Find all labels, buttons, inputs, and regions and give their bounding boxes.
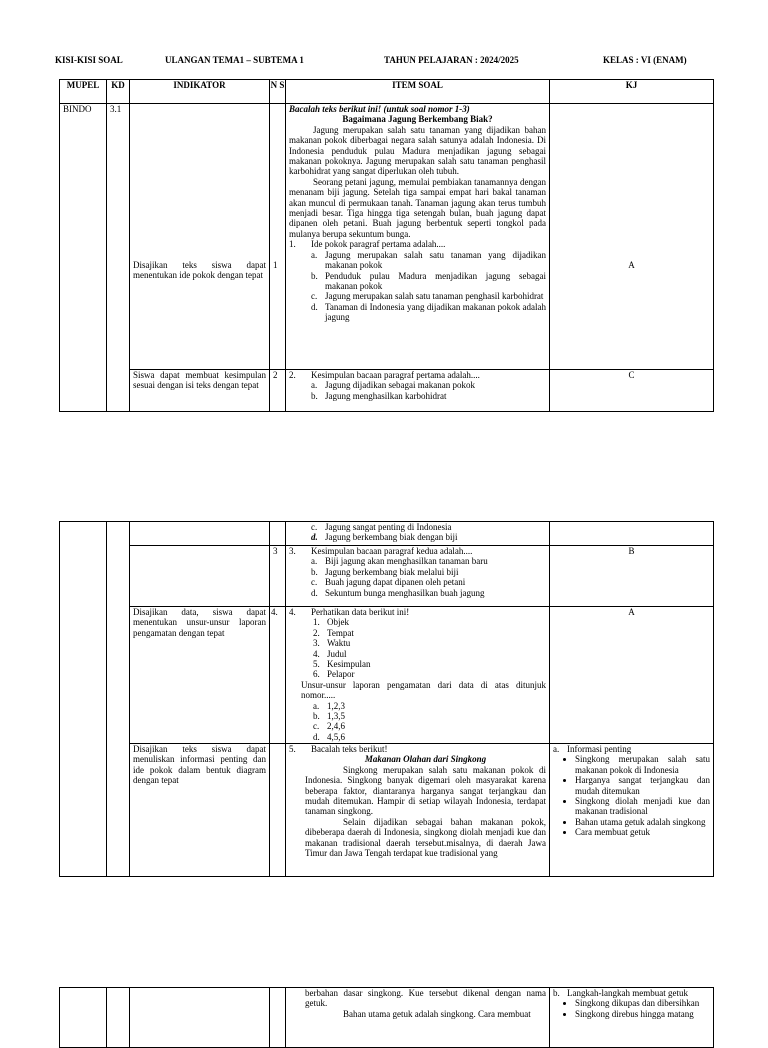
doc-title: KISI-KISI SOAL (55, 55, 123, 65)
table-row-q5-cont (60, 988, 714, 1048)
q5-kj-b: b. Langkah-langkah membuat getuk (553, 988, 688, 998)
q5-indikator: Disajikan teks siswa dapat menuliskan informasi penting dan ide pokok dalam bentuk diagram dengan tepat (130, 744, 270, 877)
q4-stem: Unsur-unsur laporan pengamatan dari data di atas ditunjuk nomor..... (301, 679, 546, 701)
q3-option-c: c. Buah jagung dapat dipanen oleh petani (311, 577, 466, 588)
q3-option-b: b. Jagung berkembang biak melalui biji (311, 566, 459, 577)
q4-kj: A (550, 607, 714, 744)
q4-indikator: Disajikan data, siswa dapat menentukan unsur-unsur laporan pengamatan dengan tepat (130, 607, 270, 744)
q4-option-a: a. 1,2,3 (313, 700, 345, 711)
col-item-soal: ITEM SOAL (286, 80, 550, 104)
list-item: • Singkong merupakan salah satu makanan pokok di Indonesia (575, 754, 710, 775)
q2-kj: C (550, 370, 714, 412)
passage1-p1: Jagung merupakan salah satu tanaman yang dijadikan bahan makanan pokok diberbagai negara salah satunya adalah Indonesia. Di Indonesia penduduk pulau Madura menjadikan jagung sebagai makanan pokoknya. Jagung merupakan salah satu tanaman penghasil karbohidrat yang sangat diperlukan oleh tubuh. (289, 124, 546, 177)
q2-item-cont (286, 522, 550, 546)
q4-option-b: b. 1,3,5 (313, 711, 345, 722)
q5-kj-a-list (553, 754, 710, 837)
q5-item-cell (286, 744, 550, 877)
table-row-q2 (60, 370, 714, 412)
q5-kj-cell (550, 744, 714, 877)
q4-question: 4. Perhatikan data berikut ini! (289, 607, 410, 617)
q2-option-a: a. Jagung dijadikan sebagai makanan pokok (311, 380, 475, 391)
grid-table-page-2 (59, 521, 714, 877)
list-item: • Bahan utama getuk adalah singkong (575, 817, 710, 827)
q2-item-cell (286, 370, 550, 412)
q5-item-cont (286, 988, 550, 1048)
q4-data-1: 1. Objek (313, 617, 349, 628)
q5-question: 5. Bacalah teks berikut! (289, 744, 388, 754)
q2-option-c: c. Jagung sangat penting di Indonesia (311, 522, 452, 532)
q4-option-d: d. 4,5,6 (313, 731, 345, 742)
q2-option-b: b. Jagung menghasilkan karbohidrat (311, 390, 447, 401)
table-row-q1 (60, 104, 714, 370)
table-row-q2-cont (60, 522, 714, 546)
q1-indikator: Disajikan teks siswa dapat menentukan ide pokok dengan tepat (130, 104, 270, 370)
q5-p3-start: Bahan utama getuk adalah singkong. Cara membuat (343, 1008, 531, 1019)
q5-kj-cont (550, 988, 714, 1048)
q5-title: Makanan Olahan dari Singkong (364, 754, 487, 765)
list-item: • Harganya sangat terjangkau dan mudah ditemukan (575, 775, 710, 796)
school-year: TAHUN PELAJARAN : 2024/2025 (384, 55, 519, 65)
q2-indikator: Siswa dapat membuat kesimpulan sesuai dengan isi teks dengan tepat (130, 370, 270, 412)
q4-data-5: 5. Kesimpulan (313, 659, 371, 670)
q3-ns: 3 (270, 546, 286, 607)
q5-kj-b-list (553, 998, 710, 1019)
q1-ns: 1 (270, 104, 286, 370)
exam-title: ULANGAN TEMA1 – SUBTEMA 1 (165, 55, 304, 65)
q4-data-6: 6. Pelapor (313, 669, 355, 680)
q3-item-cell (286, 546, 550, 607)
q2-option-d: d. Jagung berkembang biak dengan biji (311, 532, 458, 543)
q3-question: 3. Kesimpulan bacaan paragraf kedua adalah.... (289, 546, 473, 556)
q4-item-cell (286, 607, 550, 744)
col-kj: KJ (550, 80, 714, 104)
passage1-p2: Seorang petani jagung, memulai pembiakan tanamannya dengan menanam biji jagung. Setelah tiga sampai empat hari bakal tanaman akan muncul di permukaan tanah. Tanaman jagung akan terus tumbuh menjadi besar. Tiga hingga tiga setengah bulan, buah jagung dapat dipanen oleh petani. Buah jagung berbentuk seperti tongkol pada mulanya berupa sekuntum bunga. (289, 176, 546, 239)
q5-p1: Singkong merupakan salah satu makanan pokok di Indonesia. Singkong banyak digemari oleh masyarakat karena beberapa faktor, diantaranya harganya sangat terjangkau dan mudah ditemukan. Hampir di setiap wilayah Indonesia, terdapat tanaman singkong. (305, 764, 546, 817)
q3-option-d: d. Sekuntum bunga menghasilkan buah jagung (311, 587, 485, 598)
q1-option-b: b. Penduduk pulau Madura menjadikan jagung sebagai makanan pokok (311, 270, 546, 291)
col-mupel: MUPEL (60, 80, 107, 104)
q2-ns: 2 (270, 370, 286, 412)
class-label: KELAS : VI (ENAM) (603, 55, 687, 65)
q4-option-c: c. 2,4,6 (313, 721, 345, 732)
table-row-q4 (60, 607, 714, 744)
passage1-intro: Bacalah teks berikut ini! (untuk soal nomor 1-3) (289, 104, 470, 114)
list-item: • Singkong diolah menjadi kue dan makanan tradisional (575, 796, 710, 817)
q5-kj-a: a. Informasi penting (553, 744, 632, 754)
list-item: • Singkong direbus hingga matang (575, 1009, 710, 1019)
q3-option-a: a. Biji jagung akan menghasilkan tanaman baru (311, 556, 488, 567)
q1-option-c: c. Jagung merupakan salah satu tanaman penghasil karbohidrat (311, 291, 544, 302)
q5-p2: Selain dijadikan sebagai bahan makanan pokok, dibeberapa daerah di Indonesia, singkong diolah menjadi kue dan makanan tradisional daerah tersebut.misalnya, di daerah Jawa Timur dan Jawa Tengah terdapat kue tradisional yang (305, 816, 546, 859)
q4-ns: 4. (270, 607, 286, 744)
q3-kj: B (550, 546, 714, 607)
passage1-title: Bagaimana Jagung Berkembang Biak? (342, 114, 493, 125)
grid-table-page-3 (59, 987, 714, 1048)
q1-item-cell (286, 104, 550, 370)
q1-kj: A (550, 104, 714, 370)
q1-question: 1. Ide pokok paragraf pertama adalah.... (289, 239, 446, 250)
table-header-row (60, 80, 714, 104)
col-indikator: INDIKATOR (130, 80, 270, 104)
q4-data-3: 3. Waktu (313, 638, 351, 649)
q2-question: 2. Kesimpulan bacaan paragraf pertama adalah.... (289, 370, 480, 380)
kd-cell: 3.1 (107, 104, 130, 412)
col-ns: N S (270, 80, 286, 104)
table-row-q5 (60, 744, 714, 877)
grid-table-page-1 (59, 79, 714, 412)
list-item: • Singkong dikupas dan dibersihkan (575, 998, 710, 1008)
q5-p2-cont: berbahan dasar singkong. Kue tersebut dikenal dengan nama getuk. (305, 988, 546, 1009)
mupel-cell: BINDO (60, 104, 107, 412)
q1-option-d: d. Tanaman di Indonesia yang dijadikan makanan pokok adalah jagung (311, 301, 546, 323)
list-item: • Cara membuat getuk (575, 827, 710, 837)
q4-data-4: 4. Judul (313, 648, 347, 659)
q4-data-2: 2. Tempat (313, 627, 354, 638)
table-row-q3 (60, 546, 714, 607)
q1-option-a: a. Jagung merupakan salah satu tanaman yang dijadikan makanan pokok (311, 249, 546, 271)
col-kd: KD (107, 80, 130, 104)
